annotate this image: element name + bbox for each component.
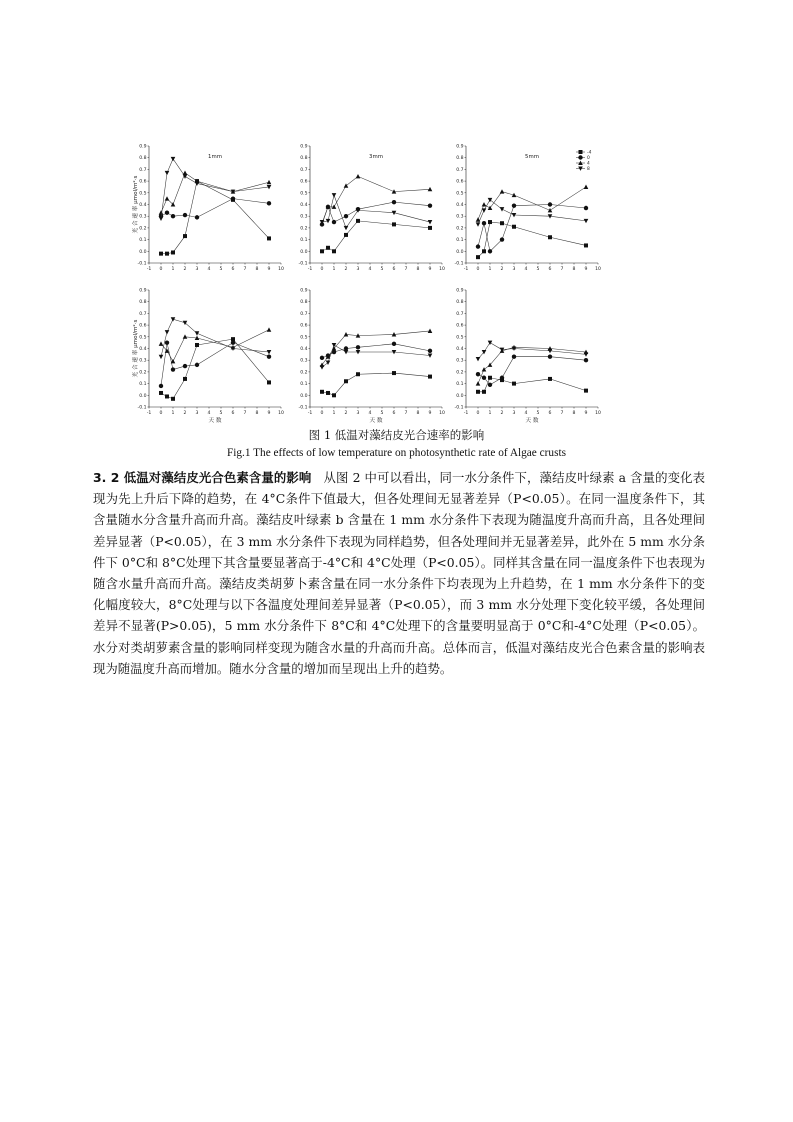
chart-panel — [131, 144, 284, 273]
x-tick-label: 10 — [595, 411, 601, 416]
x-tick-label: 6 — [231, 411, 235, 416]
data-point — [488, 341, 493, 345]
y-tick-label: 0.5 — [139, 191, 147, 197]
x-tick-label: 6 — [548, 411, 552, 416]
y-tick-label: 0.1 — [139, 382, 147, 388]
data-point — [326, 246, 330, 250]
data-point — [482, 376, 486, 380]
x-tick-label: 2 — [183, 267, 187, 272]
chart-panel — [131, 288, 284, 425]
data-point — [171, 214, 175, 218]
y-tick-label: 0.2 — [300, 226, 308, 232]
figure-svg — [133, 138, 605, 424]
y-tick-label: 0.6 — [139, 323, 147, 329]
x-tick-label: 8 — [255, 267, 259, 272]
y-tick-label: 0.8 — [300, 300, 308, 306]
data-point — [584, 206, 588, 210]
data-point — [231, 196, 235, 200]
y-tick-label: -0.1 — [298, 405, 308, 411]
y-tick-label: 0.9 — [139, 144, 147, 150]
data-point — [165, 210, 169, 214]
data-point — [195, 215, 199, 219]
y-tick-label: 0.3 — [300, 358, 308, 364]
y-tick-label: 0.8 — [456, 300, 464, 306]
data-point — [165, 252, 169, 256]
data-point — [500, 237, 504, 241]
data-point — [165, 394, 169, 398]
data-point — [482, 208, 487, 212]
x-tick-label: 3 — [356, 267, 360, 272]
y-tick-label: 0.6 — [456, 323, 464, 329]
x-tick-label: 7 — [560, 411, 564, 416]
x-tick-label: 2 — [344, 267, 348, 272]
data-point — [171, 250, 175, 254]
x-tick-label: 2 — [344, 411, 348, 416]
y-tick-label: 0.2 — [456, 370, 464, 376]
data-point — [195, 363, 199, 367]
x-tick-label: 7 — [404, 411, 408, 416]
data-point — [267, 180, 272, 184]
y-tick-label: 0.7 — [139, 311, 147, 317]
data-point — [392, 342, 396, 346]
x-tick-label: 9 — [428, 267, 432, 272]
y-tick-label: 0.2 — [139, 370, 147, 376]
series-line — [478, 378, 586, 392]
legend-entry: 0 — [587, 156, 590, 161]
y-tick-label: 0.1 — [456, 382, 464, 388]
series-line — [322, 373, 430, 395]
x-tick-label: 10 — [439, 411, 445, 416]
y-tick-label: 0.4 — [456, 347, 464, 352]
x-tick-label: 2 — [500, 411, 504, 416]
data-point — [165, 330, 170, 334]
x-tick-label: 6 — [392, 411, 396, 416]
y-tick-label: 0.8 — [456, 156, 464, 162]
y-tick-label: -0.1 — [137, 261, 147, 267]
y-tick-label: 0.3 — [139, 214, 147, 220]
figure-1 — [133, 138, 605, 424]
data-point — [332, 393, 336, 397]
x-tick-label: 3 — [512, 267, 516, 272]
data-point — [332, 249, 336, 253]
data-point — [183, 213, 187, 217]
y-tick-label: -0.1 — [137, 405, 147, 411]
data-point — [584, 243, 588, 247]
y-tick-label: 0.0 — [456, 249, 464, 255]
y-axis-label: 光 合 速 率 μmol/m²·s — [133, 319, 139, 378]
x-tick-label: 10 — [439, 267, 445, 272]
x-tick-label: 10 — [595, 267, 601, 272]
data-point — [482, 221, 486, 225]
data-point — [320, 249, 324, 253]
x-tick-label: 5 — [219, 411, 223, 416]
data-point — [500, 221, 504, 225]
x-tick-label: 9 — [267, 267, 271, 272]
x-axis-label: 天 数 — [525, 418, 539, 424]
data-point — [171, 157, 176, 161]
x-tick-label: 4 — [207, 411, 211, 416]
x-tick-label: 4 — [524, 267, 528, 272]
data-point — [488, 198, 493, 202]
series-line — [322, 195, 430, 228]
y-tick-label: 0.9 — [456, 144, 464, 150]
legend-entry: 8 — [587, 167, 590, 172]
series-line — [478, 205, 586, 252]
data-point — [344, 233, 348, 237]
x-tick-label: 5 — [536, 267, 540, 272]
data-point — [159, 341, 164, 345]
y-tick-label: 0.0 — [300, 249, 308, 255]
data-point — [183, 334, 188, 338]
x-tick-label: 5 — [380, 411, 384, 416]
x-tick-label: 1 — [488, 411, 492, 416]
data-point — [267, 327, 272, 331]
y-tick-label: 0.1 — [456, 238, 464, 244]
data-point — [159, 217, 164, 221]
x-tick-label: 4 — [368, 267, 372, 272]
y-tick-label: 0.6 — [456, 179, 464, 185]
x-tick-label: 3 — [195, 267, 199, 272]
y-tick-label: 0.9 — [300, 288, 308, 294]
data-point — [476, 357, 481, 361]
data-point — [159, 355, 164, 359]
data-point — [548, 208, 553, 212]
series-line — [161, 159, 269, 219]
y-tick-label: 0.7 — [456, 167, 464, 173]
x-tick-label: 0 — [320, 411, 324, 416]
data-point — [392, 222, 396, 226]
x-tick-label: 3 — [512, 411, 516, 416]
y-tick-label: 0.3 — [456, 214, 464, 220]
data-point — [428, 187, 433, 191]
y-tick-label: 0.3 — [456, 358, 464, 364]
x-tick-label: 3 — [195, 411, 199, 416]
x-tick-label: 4 — [368, 411, 372, 416]
data-point — [171, 367, 175, 371]
x-tick-label: -1 — [307, 267, 313, 272]
data-point — [320, 356, 324, 360]
chart-panel — [455, 288, 601, 425]
data-point — [476, 372, 480, 376]
series-line — [478, 222, 586, 257]
data-point — [512, 382, 516, 386]
x-tick-label: 7 — [560, 267, 564, 272]
y-tick-label: 0.5 — [456, 335, 464, 341]
data-point — [356, 372, 360, 376]
series-line — [478, 200, 586, 225]
x-tick-label: 10 — [278, 411, 284, 416]
x-tick-label: -1 — [307, 411, 313, 416]
x-tick-label: 1 — [332, 411, 336, 416]
data-point — [344, 332, 349, 336]
data-point — [428, 226, 432, 230]
x-tick-label: 7 — [243, 411, 247, 416]
y-tick-label: 0.9 — [456, 288, 464, 294]
y-axis-label: 光 合 速 率 μmol/m²·s — [133, 175, 139, 234]
x-tick-label: 0 — [476, 411, 480, 416]
data-point — [548, 202, 552, 206]
y-tick-label: 0.7 — [300, 311, 308, 317]
y-tick-label: 0.5 — [300, 335, 308, 341]
y-tick-label: -0.1 — [298, 261, 308, 267]
data-point — [584, 352, 589, 356]
data-point — [267, 236, 271, 240]
series-line — [161, 339, 269, 399]
data-point — [195, 343, 199, 347]
data-point — [165, 340, 169, 344]
data-point — [344, 226, 349, 230]
x-tick-label: 9 — [428, 411, 432, 416]
data-point — [584, 358, 588, 362]
data-point — [326, 391, 330, 395]
data-point — [165, 171, 170, 175]
data-point — [548, 235, 552, 239]
data-point — [320, 390, 324, 394]
x-tick-label: 1 — [171, 267, 175, 272]
x-tick-label: 9 — [584, 411, 588, 416]
x-tick-label: 1 — [171, 411, 175, 416]
x-tick-label: 0 — [476, 267, 480, 272]
x-tick-label: 8 — [572, 267, 576, 272]
series-line — [478, 357, 586, 385]
data-point — [428, 349, 432, 353]
x-tick-label: 0 — [159, 411, 163, 416]
data-point — [500, 207, 505, 211]
x-tick-label: 0 — [320, 267, 324, 272]
x-tick-label: -1 — [463, 411, 469, 416]
y-tick-label: 0.7 — [139, 167, 147, 173]
x-tick-label: 0 — [159, 267, 163, 272]
legend-entry: -4 — [587, 150, 592, 156]
y-tick-label: 0.8 — [139, 300, 147, 306]
x-tick-label: 8 — [255, 411, 259, 416]
data-point — [476, 390, 480, 394]
data-point — [548, 354, 552, 358]
data-point — [267, 201, 271, 205]
x-tick-label: 7 — [243, 267, 247, 272]
x-tick-label: 4 — [524, 411, 528, 416]
y-tick-label: 0.4 — [139, 203, 147, 208]
y-tick-label: 0.2 — [456, 226, 464, 232]
x-tick-label: 5 — [380, 267, 384, 272]
data-point — [344, 183, 349, 187]
y-tick-label: 0.4 — [139, 347, 147, 352]
y-tick-label: 0.4 — [300, 347, 308, 352]
y-tick-label: 0.1 — [300, 382, 308, 388]
x-tick-label: 5 — [536, 411, 540, 416]
data-point — [512, 225, 516, 229]
x-tick-label: 8 — [572, 411, 576, 416]
data-point — [344, 379, 348, 383]
panel-title: 3mm — [369, 154, 383, 160]
data-point — [482, 249, 486, 253]
y-tick-label: -0.1 — [454, 261, 464, 267]
y-tick-label: 0.0 — [300, 393, 308, 399]
data-point — [165, 196, 170, 200]
series-line — [161, 343, 269, 386]
data-point — [548, 377, 552, 381]
y-tick-label: 0.8 — [139, 156, 147, 162]
data-point — [392, 371, 396, 375]
data-point — [428, 203, 432, 207]
data-point — [428, 354, 433, 358]
series-line — [161, 173, 269, 213]
data-point — [512, 203, 516, 207]
series-line — [322, 344, 430, 358]
series-line — [322, 345, 430, 367]
x-tick-label: 9 — [584, 267, 588, 272]
y-tick-label: 0.7 — [300, 167, 308, 173]
series-line — [322, 202, 430, 224]
y-tick-label: 0.3 — [300, 214, 308, 220]
data-point — [326, 361, 331, 365]
y-tick-label: 0.6 — [300, 179, 308, 185]
series-line — [161, 199, 269, 218]
data-point — [231, 340, 235, 344]
data-point — [482, 202, 487, 206]
data-point — [267, 380, 271, 384]
figure-caption-en: Fig.1 The effects of low temperature on photosynthetic rate of Algae crusts — [226, 447, 567, 459]
data-point — [584, 219, 589, 223]
x-tick-label: 6 — [392, 267, 396, 272]
series-line — [322, 176, 430, 223]
x-tick-label: 2 — [183, 411, 187, 416]
data-point — [488, 249, 492, 253]
data-point — [356, 345, 360, 349]
data-point — [159, 391, 163, 395]
data-point — [159, 210, 164, 214]
y-tick-label: 0.2 — [300, 370, 308, 376]
y-tick-label: 0.0 — [456, 393, 464, 399]
data-point — [500, 376, 504, 380]
x-tick-label: 10 — [278, 267, 284, 272]
data-point — [428, 375, 432, 379]
data-point — [320, 365, 325, 369]
series-line — [161, 330, 269, 362]
data-point — [584, 185, 589, 189]
x-tick-label: -1 — [146, 267, 152, 272]
data-point — [428, 220, 433, 224]
y-tick-label: 0.1 — [139, 238, 147, 244]
x-tick-label: 7 — [404, 267, 408, 272]
data-point — [476, 222, 481, 226]
legend-entry: 4 — [587, 161, 590, 167]
data-point — [482, 390, 486, 394]
data-point — [488, 383, 492, 387]
legend-marker — [579, 150, 583, 154]
data-point — [356, 219, 360, 223]
data-point — [476, 255, 480, 259]
data-point — [512, 354, 516, 358]
data-point — [183, 234, 187, 238]
x-tick-label: 8 — [416, 267, 420, 272]
data-point — [267, 354, 271, 358]
data-point — [183, 364, 187, 368]
x-axis-label: 天 数 — [369, 418, 383, 424]
y-tick-label: 0.4 — [300, 203, 308, 208]
data-point — [392, 200, 396, 204]
data-point — [356, 174, 361, 178]
x-tick-label: 4 — [207, 267, 211, 272]
data-point — [267, 350, 272, 354]
y-tick-label: 0.3 — [139, 358, 147, 364]
data-point — [476, 244, 480, 248]
y-tick-label: 0.9 — [300, 144, 308, 150]
data-point — [159, 252, 163, 256]
data-point — [500, 189, 505, 193]
data-point — [482, 367, 487, 371]
y-tick-label: 0.2 — [139, 226, 147, 232]
x-tick-label: 6 — [548, 267, 552, 272]
series-line — [322, 221, 430, 251]
data-point — [500, 348, 505, 352]
section-heading: 3. 2 低温对藻结皮光合色素含量的影响 — [93, 470, 312, 485]
x-tick-label: 6 — [231, 267, 235, 272]
data-point — [159, 384, 163, 388]
chart-panel — [299, 144, 445, 273]
data-point — [332, 193, 337, 197]
section-paragraph — [93, 467, 705, 679]
data-point — [476, 381, 481, 385]
y-tick-label: 0.9 — [139, 288, 147, 294]
series-line — [161, 181, 269, 254]
data-point — [488, 376, 492, 380]
y-tick-label: 0.8 — [300, 156, 308, 162]
y-tick-label: 0.5 — [300, 191, 308, 197]
x-tick-label: 8 — [416, 411, 420, 416]
data-point — [171, 397, 175, 401]
y-tick-label: 0.0 — [139, 249, 147, 255]
y-tick-label: -0.1 — [454, 405, 464, 411]
chart-panel — [455, 144, 601, 273]
x-tick-label: -1 — [146, 411, 152, 416]
data-point — [183, 377, 187, 381]
x-tick-label: 2 — [500, 267, 504, 272]
chart-panel — [299, 288, 445, 425]
y-tick-label: 0.5 — [456, 191, 464, 197]
x-tick-label: 5 — [219, 267, 223, 272]
x-tick-label: -1 — [463, 267, 469, 272]
data-point — [584, 389, 588, 393]
figure-caption-cn: 图 1 低温对藻结皮光合速率的影响 — [308, 428, 485, 442]
x-tick-label: 1 — [488, 267, 492, 272]
data-point — [344, 214, 348, 218]
y-tick-label: 0.7 — [456, 311, 464, 317]
panel-title: 5mm — [525, 154, 539, 160]
y-tick-label: 0.0 — [139, 393, 147, 399]
section-body: 从图 2 中可以看出，同一水分条件下，藻结皮叶绿素 a 含量的变化表现为先上升后下降的趋势，在 4°C条件下值最大，但各处理间无显著差异（P<0.05）。在同一温度条件下，其含量随水分含量升高而升高。藻结皮叶绿素 b 含量在 1 mm 水分条件下表现为随温度升高而升高，且各处理间差异显著（P<0.05），在 3 mm 水分条件下表现为同样趋势，但各处理间并无显著差异，此外在 5 mm 水分条件下 0°C和 8°C处理下其含量要显著高于-4°C和 4°C处理（P<0.05）。同样其含量在同一温度条件下也表现为随含水量升高而升高。藻结皮类胡萝卜素含量在同一水分条件下均表现为上升趋势，在 1 mm 水分条件下的变化幅度较大，8°C处理与以下各温度处理间差异显著（P<0.05），而 3 mm 水分处理下变化较平缓，各处理间差异不显著(P>0.05)，5 mm 水分条件下 8°C和 4°C处理下的含量要明显高于 0°C和-4°C处理（P<0.05）。水分对类胡萝素含量的影响同样变现为随含水量的升高而升高。总体而言，低温对藻结皮光合色素含量的影响表现为随温度升高而增加。随水分含量的增加而呈现出上升的趋势。 — [93, 470, 705, 676]
legend-marker — [578, 155, 582, 159]
x-axis-label: 天 数 — [208, 418, 222, 424]
panel-title: 1mm — [208, 154, 222, 160]
y-tick-label: 0.6 — [139, 179, 147, 185]
y-tick-label: 0.4 — [456, 203, 464, 208]
x-tick-label: 9 — [267, 411, 271, 416]
data-point — [195, 331, 200, 335]
x-tick-label: 3 — [356, 411, 360, 416]
data-point — [428, 329, 433, 333]
y-tick-label: 0.6 — [300, 323, 308, 329]
data-point — [332, 220, 336, 224]
x-tick-label: 1 — [332, 267, 336, 272]
y-tick-label: 0.5 — [139, 335, 147, 341]
data-point — [488, 220, 492, 224]
y-tick-label: 0.1 — [300, 238, 308, 244]
